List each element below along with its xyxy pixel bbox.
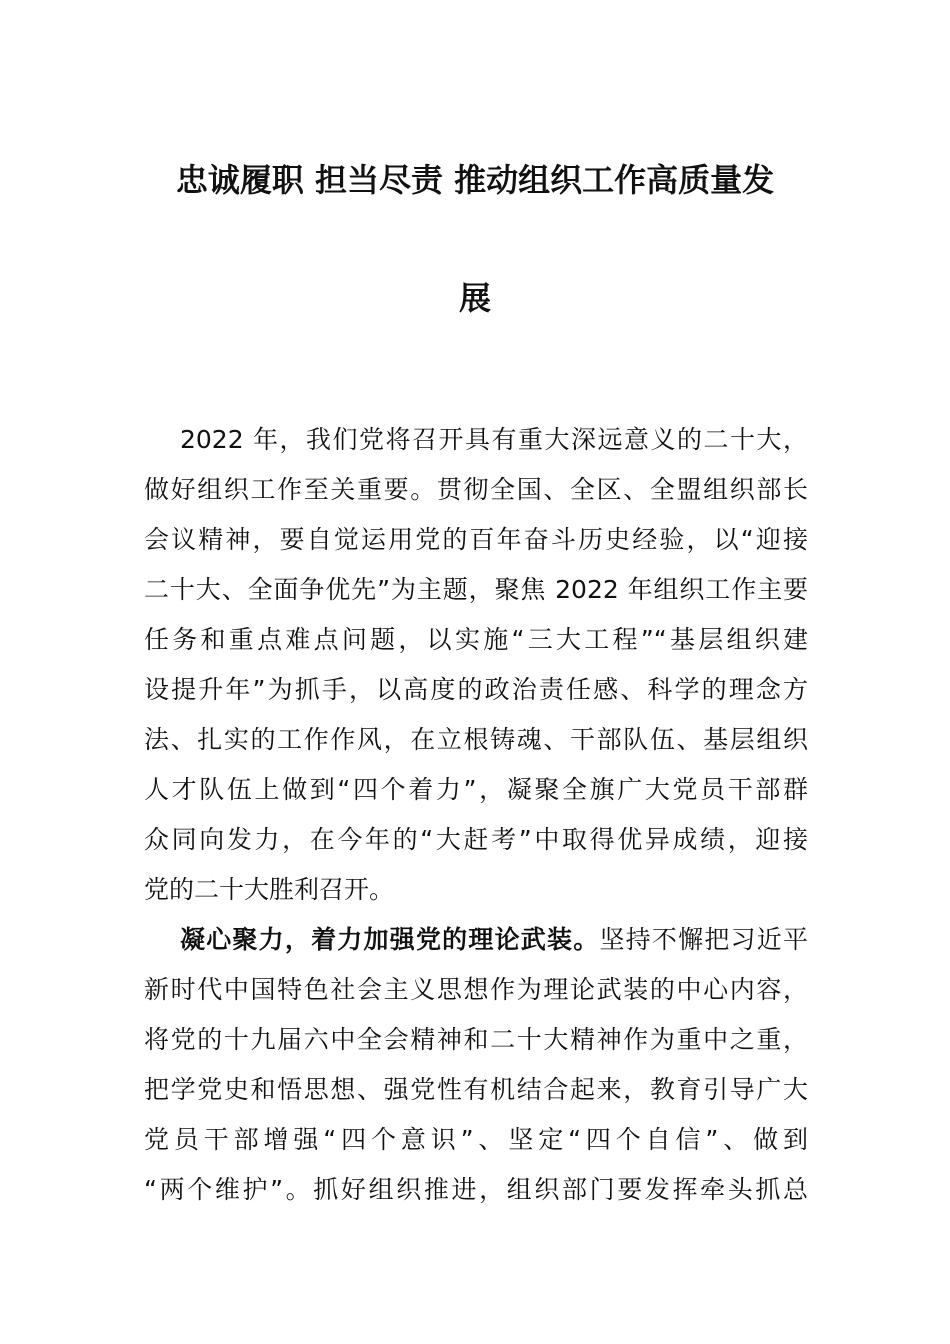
paragraph-2-heading: 凝心聚力，着力加强党的理论武装。 [180,925,600,954]
paragraph-1-line: 二十大、全面争优先”为主题，聚焦 2022 年组织工作主要 [144,575,808,604]
paragraph-2 [144,915,808,1215]
paragraph-2-line: 将党的十九届六中全会精神和二十大精神作为重中之重， [144,1025,808,1054]
paragraph-1-line: 人才队伍上做到“四个着力”，凝聚全旗广大党员干部群 [144,775,808,804]
paragraph-1-line: 会议精神，要自觉运用党的百年奋斗历史经验，以“迎接 [144,525,808,554]
paragraph-2-first-line [144,915,808,965]
paragraph-1-line: 任务和重点难点问题，以实施“三大工程”“基层组织建 [144,625,808,654]
paragraph-2-line: 党员干部增强“四个意识”、坚定“四个自信”、做到 [144,1125,808,1154]
paragraph-1-line: 党的二十大胜利召开。 [144,875,395,904]
paragraph-2-line: 新时代中国特色社会主义思想作为理论武装的中心内容， [144,975,808,1004]
paragraph-2-line: 把学党史和悟思想、强党性有机结合起来，教育引导广大 [144,1075,808,1104]
document-title-line-2: 展 [458,279,491,317]
paragraph-1-line: 2022 年，我们党将召开具有重大深远意义的二十大， [180,425,808,454]
paragraph-2-line: “两个维护”。抓好组织推进，组织部门要发挥牵头抓总 [144,1175,808,1204]
document-title-line-1: 忠诚履职 担当尽责 推动组织工作高质量发 [175,161,775,199]
paragraph-1-line: 众同向发力，在今年的“大赶考”中取得优异成绩，迎接 [144,825,808,854]
paragraph-1-line: 设提升年”为抓手，以高度的政治责任感、科学的理念方 [144,675,808,704]
paragraph-1-line: 做好组织工作至关重要。贯彻全国、全区、全盟组织部长 [144,475,808,504]
paragraph-1-line: 法、扎实的工作作风，在立根铸魂、干部队伍、基层组织 [144,725,808,754]
paragraph-2-first-line-text: 坚持不懈把习近平 [599,925,808,954]
paragraph-1 [144,415,808,915]
